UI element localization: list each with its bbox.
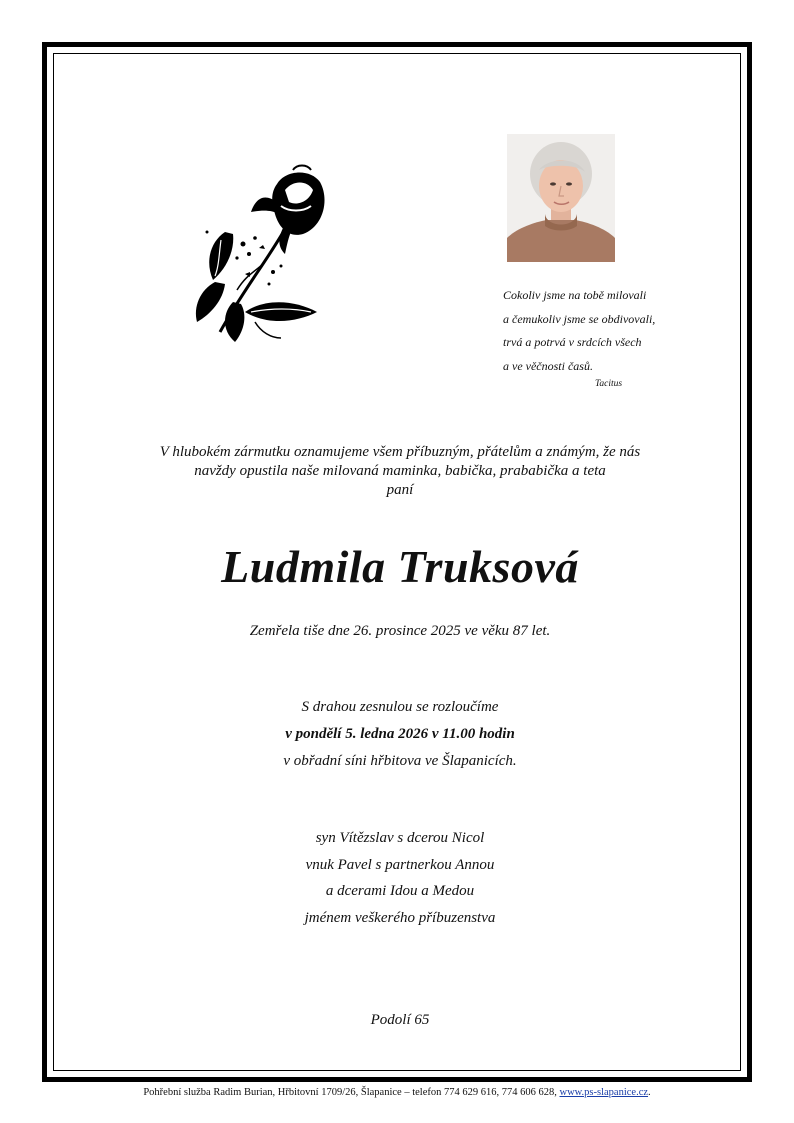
announcement-intro (60, 443, 740, 500)
footer (0, 1087, 794, 1098)
quote-author: Tacitus (595, 379, 623, 389)
intro-line: V hlubokém zármutku oznamujeme všem příbuzným, přátelům a známým, že nás (159, 444, 641, 460)
quote-line: a čemukoliv jsme se obdivovali, (503, 311, 656, 326)
quote-line: a ve věčnosti časů. (503, 358, 593, 373)
footer-trailing: . (648, 1087, 651, 1098)
farewell-date-time: v pondělí 5. ledna 2026 v 11.00 hodin (285, 726, 515, 742)
farewell-line: S drahou zesnulou se rozloučíme (301, 699, 499, 715)
mourner-line: syn Vítězslav s dcerou Nicol (315, 830, 485, 846)
memorial-quote (503, 284, 703, 391)
deceased-name: Ludmila Truksová (221, 541, 579, 592)
death-notice: Zemřela tiše dne 26. prosince 2025 ve věku 87 let. (249, 623, 551, 639)
farewell-place: v obřadní síni hřbitova ve Šlapanicích. (283, 753, 517, 769)
mourner-line: a dcerami Idou a Medou (325, 883, 475, 899)
quote-line: Cokoliv jsme na tobě milovali (503, 288, 647, 302)
mourner-line: jménem veškerého příbuzenstva (304, 909, 496, 926)
intro-line: paní (386, 482, 414, 498)
quote-line: trvá a potrvá v srdcích všech (503, 335, 642, 349)
address: Podolí 65 (370, 1012, 430, 1028)
footer-text: Pohřební služba Radim Burian, Hřbitovní 1709/26, Šlapanice – telefon 774 629 616, 774 606 628, (143, 1087, 560, 1098)
portrait-photo (507, 134, 615, 262)
intro-line: navždy opustila naše milovaná maminka, babička, prababička a teta (194, 463, 606, 479)
rose-illustration (185, 162, 325, 347)
footer-website-link[interactable]: www.ps-slapanice.cz (559, 1087, 649, 1098)
mourners-list (60, 825, 740, 931)
farewell-details (60, 694, 740, 775)
mourner-line: vnuk Pavel s partnerkou Annou (305, 856, 495, 873)
